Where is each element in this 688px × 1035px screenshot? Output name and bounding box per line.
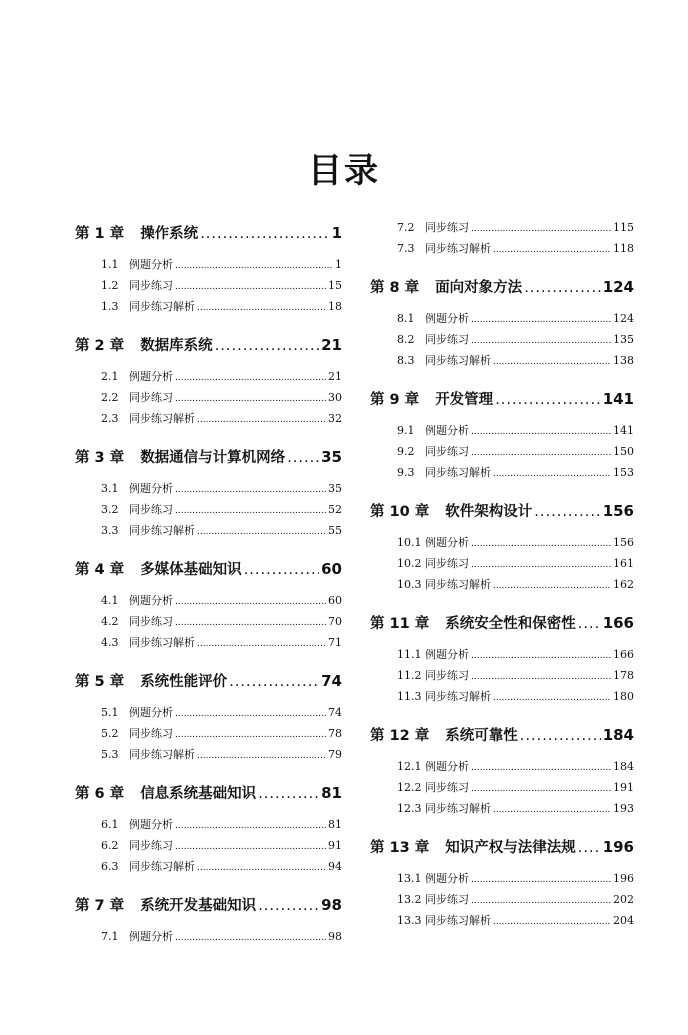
page-number: 135 (613, 333, 634, 346)
section-title: 同步练习 (129, 279, 173, 292)
toc-chapter[interactable] (75, 670, 342, 691)
toc-chapter[interactable] (370, 724, 634, 745)
section-title: 例题分析 (129, 258, 173, 271)
page-number: 21 (328, 370, 342, 383)
toc-section[interactable] (370, 421, 634, 442)
page-number: 202 (613, 893, 634, 906)
page-number: 81 (328, 818, 342, 831)
dot-leader (258, 786, 319, 802)
section-title: 例题分析 (425, 424, 469, 437)
toc-section[interactable] (370, 442, 634, 463)
toc-right-column (370, 218, 634, 932)
page-number: 156 (602, 502, 634, 520)
section-title: 例题分析 (425, 312, 469, 325)
section-number: 12.2 (397, 781, 422, 794)
dot-leader (493, 352, 611, 372)
section-number: 4.3 (101, 636, 119, 649)
toc-section[interactable] (370, 778, 634, 799)
dot-leader (287, 450, 319, 466)
section-title: 同步练习解析 (425, 690, 491, 703)
section-number: 13.1 (397, 872, 422, 885)
toc-chapter[interactable] (370, 388, 634, 409)
section-number: 5.3 (101, 748, 119, 761)
chapter-number: 第 11 章 (370, 616, 430, 632)
toc-section[interactable] (75, 703, 342, 724)
dot-leader (197, 746, 326, 766)
page-number: 150 (613, 445, 634, 458)
section-title: 同步练习 (425, 221, 469, 234)
section-title: 同步练习解析 (425, 802, 491, 815)
page-number: 166 (602, 614, 634, 632)
dot-leader (197, 410, 326, 430)
page-number: 141 (613, 424, 634, 437)
dot-leader (495, 392, 601, 408)
page-number: 74 (328, 706, 342, 719)
dot-leader (175, 704, 326, 724)
dot-leader (493, 464, 611, 484)
chapter-title: 知识产权与法律法规 (445, 840, 576, 856)
chapter-title: 开发管理 (435, 392, 494, 408)
toc-section[interactable] (75, 591, 342, 612)
toc-section[interactable] (370, 239, 634, 260)
section-title: 同步练习解析 (425, 242, 491, 255)
chapter-title: 操作系统 (140, 226, 199, 242)
page-number: 196 (613, 872, 634, 885)
page-number: 78 (328, 727, 342, 740)
page-number: 115 (613, 221, 634, 234)
dot-leader (493, 576, 611, 596)
toc-section[interactable] (370, 330, 634, 351)
toc-section[interactable] (370, 351, 634, 372)
toc-section[interactable] (370, 666, 634, 687)
section-title: 同步练习 (425, 893, 469, 906)
section-number: 10.3 (397, 578, 422, 591)
dot-leader (471, 891, 611, 911)
section-title: 例题分析 (425, 536, 469, 549)
section-number: 3.3 (101, 524, 119, 537)
chapter-title: 多媒体基础知识 (140, 562, 242, 578)
section-number: 4.1 (101, 594, 119, 607)
dot-leader (493, 912, 611, 932)
section-number: 13.3 (397, 914, 422, 927)
section-title: 同步练习解析 (425, 466, 491, 479)
toc-section[interactable] (75, 255, 342, 276)
page-title: 目录 (308, 151, 380, 191)
toc-section[interactable] (370, 463, 634, 484)
page-number: 60 (321, 560, 342, 578)
section-number: 2.2 (101, 391, 119, 404)
dot-leader (471, 779, 611, 799)
dot-leader (229, 674, 319, 690)
section-number: 1.1 (101, 258, 119, 271)
toc-section[interactable] (75, 927, 342, 948)
page-number: 184 (613, 760, 634, 773)
section-number: 1.2 (101, 279, 119, 292)
page-number: 32 (328, 412, 342, 425)
section-number: 6.3 (101, 860, 119, 873)
page-number: 184 (602, 726, 634, 744)
chapter-number: 第 5 章 (75, 674, 125, 690)
dot-leader (520, 728, 601, 744)
dot-leader (197, 298, 326, 318)
chapter-number: 第 9 章 (370, 392, 420, 408)
chapter-title: 面向对象方法 (435, 280, 523, 296)
dot-leader (197, 858, 326, 878)
dot-leader (197, 634, 326, 654)
dot-leader (175, 389, 326, 409)
page-number: 55 (328, 524, 342, 537)
toc-chapter[interactable] (75, 894, 342, 915)
section-title: 同步练习 (129, 503, 173, 516)
section-number: 3.1 (101, 482, 119, 495)
section-number: 8.3 (397, 354, 415, 367)
toc-section[interactable] (75, 500, 342, 521)
page-number: 124 (613, 312, 634, 325)
chapter-number: 第 6 章 (75, 786, 125, 802)
section-title: 同步练习 (129, 839, 173, 852)
page-number: 138 (613, 354, 634, 367)
page-number: 81 (321, 784, 342, 802)
section-number: 6.1 (101, 818, 119, 831)
section-title: 例题分析 (129, 370, 173, 383)
section-title: 同步练习 (425, 669, 469, 682)
toc-section[interactable] (370, 757, 634, 778)
toc-chapter[interactable] (370, 836, 634, 857)
toc-section[interactable] (370, 890, 634, 911)
chapter-number: 第 7 章 (75, 898, 125, 914)
toc-section[interactable] (75, 276, 342, 297)
chapter-number: 第 1 章 (75, 226, 125, 242)
dot-leader (493, 688, 611, 708)
section-title: 例题分析 (129, 706, 173, 719)
page-number: 1 (331, 224, 342, 242)
section-title: 同步练习解析 (129, 636, 195, 649)
section-number: 1.3 (101, 300, 119, 313)
page-number: 196 (602, 838, 634, 856)
section-title: 同步练习解析 (129, 412, 195, 425)
dot-leader (578, 616, 601, 632)
dot-leader (471, 870, 611, 890)
chapter-title: 系统可靠性 (445, 728, 518, 744)
section-number: 2.3 (101, 412, 119, 425)
page-number: 15 (328, 279, 342, 292)
page-number: 94 (328, 860, 342, 873)
section-title: 同步练习解析 (425, 578, 491, 591)
dot-leader (471, 534, 611, 554)
section-title: 例题分析 (129, 482, 173, 495)
section-number: 9.1 (397, 424, 415, 437)
dot-leader (471, 422, 611, 442)
page-number: 98 (328, 930, 342, 943)
dot-leader (258, 898, 319, 914)
chapter-title: 软件架构设计 (445, 504, 533, 520)
chapter-number: 第 12 章 (370, 728, 430, 744)
chapter-title: 数据库系统 (140, 338, 213, 354)
section-title: 同步练习解析 (129, 860, 195, 873)
page-number: 18 (328, 300, 342, 313)
toc-section[interactable] (75, 388, 342, 409)
section-number: 7.1 (101, 930, 119, 943)
toc-chapter[interactable] (370, 612, 634, 633)
chapter-number: 第 8 章 (370, 280, 420, 296)
toc-chapter[interactable] (370, 276, 634, 297)
toc-section[interactable] (75, 297, 342, 318)
toc-section[interactable] (75, 521, 342, 542)
section-title: 同步练习 (129, 391, 173, 404)
dot-leader (175, 480, 326, 500)
toc-section[interactable] (75, 836, 342, 857)
section-number: 11.3 (397, 690, 422, 703)
toc-chapter[interactable] (75, 222, 342, 243)
section-number: 11.2 (397, 669, 422, 682)
dot-leader (175, 613, 326, 633)
page-number: 178 (613, 669, 634, 682)
page-number: 153 (613, 466, 634, 479)
page-number: 30 (328, 391, 342, 404)
dot-leader (471, 310, 611, 330)
dot-leader (175, 592, 326, 612)
page-number: 162 (613, 578, 634, 591)
chapter-title: 数据通信与计算机网络 (140, 450, 286, 466)
dot-leader (471, 443, 611, 463)
section-number: 10.1 (397, 536, 422, 549)
section-number: 6.2 (101, 839, 119, 852)
chapter-number: 第 4 章 (75, 562, 125, 578)
section-number: 4.2 (101, 615, 119, 628)
chapter-number: 第 3 章 (75, 450, 125, 466)
toc-section[interactable] (370, 218, 634, 239)
section-title: 同步练习解析 (129, 748, 195, 761)
page-number: 98 (321, 896, 342, 914)
section-title: 例题分析 (425, 872, 469, 885)
chapter-number: 第 13 章 (370, 840, 430, 856)
section-title: 例题分析 (129, 818, 173, 831)
dot-leader (175, 928, 326, 948)
dot-leader (471, 758, 611, 778)
section-number: 5.2 (101, 727, 119, 740)
dot-leader (215, 338, 319, 354)
toc-chapter[interactable] (370, 500, 634, 521)
dot-leader (471, 667, 611, 687)
toc-chapter[interactable] (75, 446, 342, 467)
page-number: 161 (613, 557, 634, 570)
section-number: 5.1 (101, 706, 119, 719)
section-number: 12.1 (397, 760, 422, 773)
toc-chapter[interactable] (75, 782, 342, 803)
dot-leader (471, 331, 611, 351)
toc-section[interactable] (75, 367, 342, 388)
page-number: 35 (328, 482, 342, 495)
chapter-title: 系统安全性和保密性 (445, 616, 576, 632)
toc-section[interactable] (370, 911, 634, 932)
section-title: 同步练习解析 (129, 300, 195, 313)
page-number: 21 (321, 336, 342, 354)
page-number: 52 (328, 503, 342, 516)
page-number: 180 (613, 690, 634, 703)
page-number: 118 (613, 242, 634, 255)
dot-leader (578, 840, 601, 856)
dot-leader (175, 277, 326, 297)
section-number: 7.2 (397, 221, 415, 234)
toc-chapter[interactable] (75, 334, 342, 355)
section-title: 同步练习 (129, 615, 173, 628)
section-title: 例题分析 (425, 760, 469, 773)
page-number: 124 (602, 278, 634, 296)
page-number: 91 (328, 839, 342, 852)
page-number: 156 (613, 536, 634, 549)
dot-leader (534, 504, 600, 520)
section-number: 7.3 (397, 242, 415, 255)
dot-leader (175, 816, 326, 836)
toc-section[interactable] (75, 724, 342, 745)
chapter-title: 系统性能评价 (140, 674, 228, 690)
dot-leader (471, 555, 611, 575)
chapter-number: 第 2 章 (75, 338, 125, 354)
chapter-title: 信息系统基础知识 (140, 786, 257, 802)
dot-leader (524, 280, 601, 296)
page-number: 193 (613, 802, 634, 815)
section-number: 12.3 (397, 802, 422, 815)
dot-leader (471, 646, 611, 666)
toc-section[interactable] (75, 815, 342, 836)
dot-leader (197, 522, 326, 542)
section-title: 同步练习解析 (425, 354, 491, 367)
toc-chapter[interactable] (75, 558, 342, 579)
section-number: 10.2 (397, 557, 422, 570)
toc-section[interactable] (75, 612, 342, 633)
section-title: 例题分析 (425, 648, 469, 661)
dot-leader (175, 368, 326, 388)
section-number: 8.1 (397, 312, 415, 325)
chapter-title: 系统开发基础知识 (140, 898, 257, 914)
section-title: 同步练习 (425, 333, 469, 346)
page-number: 70 (328, 615, 342, 628)
toc-section[interactable] (75, 633, 342, 654)
section-title: 同步练习 (425, 445, 469, 458)
page-number: 204 (613, 914, 634, 927)
toc-left-column (75, 222, 342, 948)
page-number: 71 (328, 636, 342, 649)
dot-leader (175, 501, 326, 521)
dot-leader (200, 226, 329, 242)
toc-section[interactable] (370, 309, 634, 330)
section-title: 同步练习 (425, 781, 469, 794)
dot-leader (493, 240, 611, 260)
toc-section[interactable] (370, 645, 634, 666)
section-title: 同步练习 (425, 557, 469, 570)
dot-leader (244, 562, 319, 578)
section-title: 例题分析 (129, 594, 173, 607)
section-number: 8.2 (397, 333, 415, 346)
toc-section[interactable] (75, 857, 342, 878)
section-number: 9.2 (397, 445, 415, 458)
section-title: 同步练习 (129, 727, 173, 740)
toc-section[interactable] (370, 533, 634, 554)
toc-section[interactable] (370, 687, 634, 708)
section-number: 3.2 (101, 503, 119, 516)
toc-section[interactable] (370, 799, 634, 820)
dot-leader (175, 256, 333, 276)
section-number: 11.1 (397, 648, 422, 661)
page-number: 60 (328, 594, 342, 607)
section-number: 13.2 (397, 893, 422, 906)
page-number: 79 (328, 748, 342, 761)
section-title: 同步练习解析 (425, 914, 491, 927)
dot-leader (175, 725, 326, 745)
toc-section[interactable] (75, 409, 342, 430)
section-title: 同步练习解析 (129, 524, 195, 537)
section-number: 2.1 (101, 370, 119, 383)
dot-leader (175, 837, 326, 857)
page-number: 141 (602, 390, 634, 408)
dot-leader (493, 800, 611, 820)
page-number: 1 (335, 258, 342, 271)
dot-leader (471, 219, 611, 239)
page-number: 191 (613, 781, 634, 794)
toc-section[interactable] (75, 745, 342, 766)
toc-section[interactable] (370, 869, 634, 890)
page-number: 74 (321, 672, 342, 690)
section-number: 9.3 (397, 466, 415, 479)
toc-section[interactable] (370, 554, 634, 575)
toc-section[interactable] (370, 575, 634, 596)
page-number: 35 (321, 448, 342, 466)
chapter-number: 第 10 章 (370, 504, 430, 520)
toc-section[interactable] (75, 479, 342, 500)
page-number: 166 (613, 648, 634, 661)
section-title: 例题分析 (129, 930, 173, 943)
